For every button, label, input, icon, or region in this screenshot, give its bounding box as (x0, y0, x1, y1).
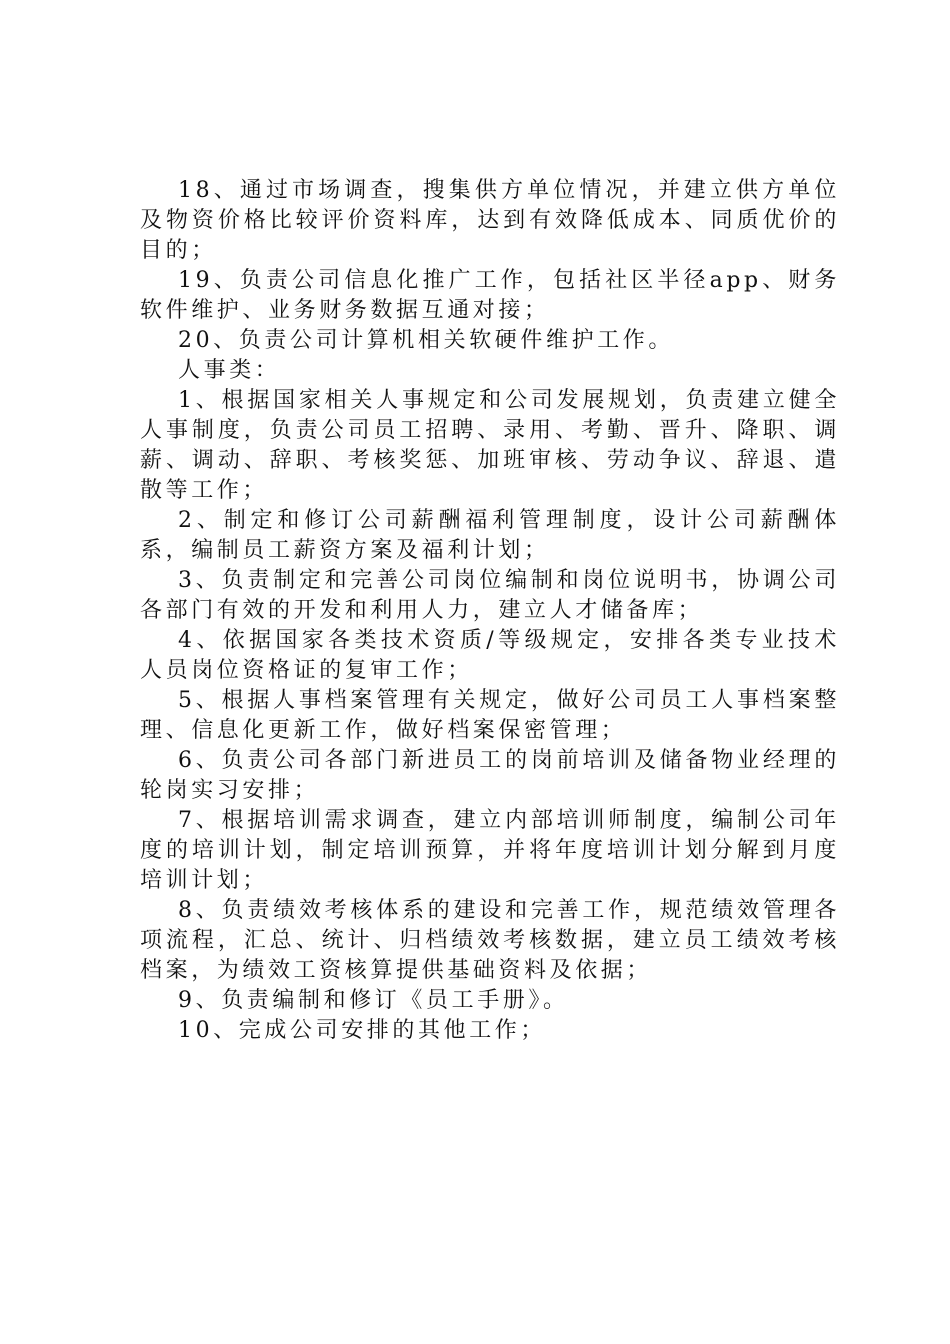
paragraph-item-18: 18、通过市场调查，搜集供方单位情况，并建立供方单位及物资价格比较评价资料库，达到有效降低成本、同质优价的目的； (140, 178, 840, 263)
paragraph-item-10: 10、完成公司安排的其他工作； (178, 1018, 546, 1043)
paragraph-item-9: 9、负责编制和修订《员工手册》。 (178, 988, 569, 1013)
paragraph-item-1: 1、根据国家相关人事规定和公司发展规划，负责建立健全人事制度，负责公司员工招聘、录用、考勤、晋升、降职、调薪、调动、辞职、考核奖惩、加班审核、劳动争议、辞退、遣散等工作； (140, 388, 840, 503)
paragraph-item-5: 5、根据人事档案管理有关规定，做好公司员工人事档案整理、信息化更新工作，做好档案保密管理； (140, 688, 840, 743)
paragraph-item-4: 4、依据国家各类技术资质/等级规定，安排各类专业技术人员岗位资格证的复审工作； (140, 628, 840, 683)
paragraph-item-3: 3、负责制定和完善公司岗位编制和岗位说明书，协调公司各部门有效的开发和利用人力，建立人才储备库； (140, 568, 840, 623)
paragraph-item-8: 8、负责绩效考核体系的建设和完善工作，规范绩效管理各项流程，汇总、统计、归档绩效考核数据，建立员工绩效考核档案，为绩效工资核算提供基础资料及依据； (140, 898, 840, 983)
paragraph-item-2: 2、制定和修订公司薪酬福利管理制度，设计公司薪酬体系，编制员工薪资方案及福利计划； (140, 508, 840, 563)
section-heading-personnel: 人事类： (178, 358, 281, 383)
paragraph-item-20: 20、负责公司计算机相关软硬件维护工作。 (178, 328, 674, 353)
paragraph-item-19: 19、负责公司信息化推广工作，包括社区半径app、财务软件维护、业务财务数据互通对接； (140, 268, 840, 323)
paragraph-item-7: 7、根据培训需求调查，建立内部培训师制度，编制公司年度的培训计划，制定培训预算，并将年度培训计划分解到月度培训计划； (140, 808, 840, 893)
document-body (140, 176, 840, 1046)
paragraph-item-6: 6、负责公司各部门新进员工的岗前培训及储备物业经理的轮岗实习安排； (140, 748, 840, 803)
